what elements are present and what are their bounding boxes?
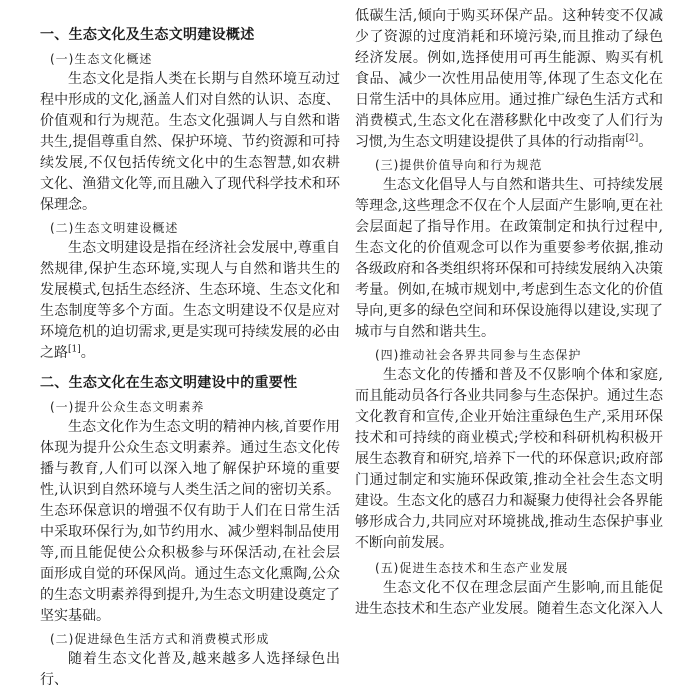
sub7-paragraph: 生态文化不仅在理念层面产生影响,而且能促进生态技术和生态产业发展。随着生态文化深入人 <box>355 580 663 617</box>
sub2-citation: [1] <box>68 344 81 355</box>
sub4-paragraph-start: 随着生态文化普及,越来越多人选择绿色出行、 <box>40 651 340 688</box>
sub4-heading: (二)促进绿色生活方式和消费模式形成 <box>50 632 270 646</box>
section1-heading: 一、生态文化及生态文明建设概述 <box>40 27 255 43</box>
sub4-citation: [2] <box>625 133 639 144</box>
sub3-paragraph: 生态文化作为生态文明的精神内核,首要作用体现为提升公众生态文明素养。通过生态文化传播与教育,人们可以深入地了解保护环境的重要性,认识到自然环境与人类生活之间的密切关系。生态环保意识的增强不仅有助于人们在日常生活中采取环保行为,如节约用水、减少塑料制品使用等,而且能促使公众积极参与环保活动,在社会层面形成自觉的环保风尚。通过生态文化熏陶,公众的生态文明素养得到提升,为生态文明建设奠定了坚实基础。 <box>40 419 340 624</box>
left-column <box>40 0 340 691</box>
sub1-paragraph: 生态文化是指人类在长期与自然环境互动过程中形成的文化,涵盖人们对自然的认识、态度、价值观和行为规范。生态文化强调人与自然和谐共生,提倡尊重自然、保护环境、节约资源和可持续发展,不仅包括传统文化中的生态智慧,如农耕文化、渔猎文化等,而且融入了现代科学技术和环保理念。 <box>40 71 340 213</box>
sub2-paragraph <box>40 238 340 364</box>
sub2-end: 。 <box>80 345 95 361</box>
sub6-heading: (四)推动社会各界共同参与生态保护 <box>375 348 582 362</box>
section2-heading: 二、生态文化在生态文明建设中的重要性 <box>40 375 298 391</box>
sub7-heading: (五)促进生态技术和生态产业发展 <box>375 561 569 575</box>
sub4-paragraph-continued <box>355 6 663 153</box>
sub4-end: 。 <box>638 134 653 150</box>
sub5-heading: (三)提供价值导向和行为规范 <box>375 158 543 172</box>
sub1-heading: (一)生态文化概述 <box>50 52 153 66</box>
sub2-heading: (二)生态文明建设概述 <box>50 221 179 235</box>
sub6-paragraph: 生态文化的传播和普及不仅影响个体和家庭,而且能动员各行各业共同参与生态保护。通过生态文化教育和宣传,企业开始注重绿色生产,采用环保技术和可持续的商业模式;学校和科研机构积极开展生态教育和研究,培养下一代的环保意识;政府部门通过制定和实施环保政策,推动全社会生态文明建设。生态文化的感召力和凝聚力使得社会各界能够形成合力,共同应对环境挑战,推动生态保护事业不断向前发展。 <box>355 367 663 551</box>
right-column <box>355 0 663 620</box>
sub3-heading: (一)提升公众生态文明素养 <box>50 400 205 414</box>
sub2-text: 生态文明建设是指在经济社会发展中,尊重自然规律,保护生态环境,实现人与自然和谐共生的发展模式,包括生态经济、生态环境、生态文化和生态制度等多个方面。生态文明建设不仅是应对环境危机的迫切需求,更是实现可持续发展的必由之路 <box>40 240 340 361</box>
sub5-paragraph: 生态文化倡导人与自然和谐共生、可持续发展等理念,这些理念不仅在个人层面产生影响,更在社会层面起了指导作用。在政策制定和执行过程中,生态文化的价值观念可以作为重要参考依据,推动各级政府和各类组织将环保和可持续发展纳入决策考量。例如,在城市规划中,考虑到生态文化的价值导向,更多的绿色空间和环保设施得以建设,实现了城市与自然和谐共生。 <box>355 177 663 340</box>
sub4-text: 低碳生活,倾向于购买环保产品。这种转变不仅减少了资源的过度消耗和环境污染,而且推动了绿色经济发展。例如,选择使用可再生能源、购买有机食品、减少一次性用品使用等,体现了生态文化在日常生活中的具体应用。通过推广绿色生活方式和消费模式,生态文化在潜移默化中改变了人们行为习惯,为生态文明建设提供了具体的行动指南 <box>355 8 663 150</box>
